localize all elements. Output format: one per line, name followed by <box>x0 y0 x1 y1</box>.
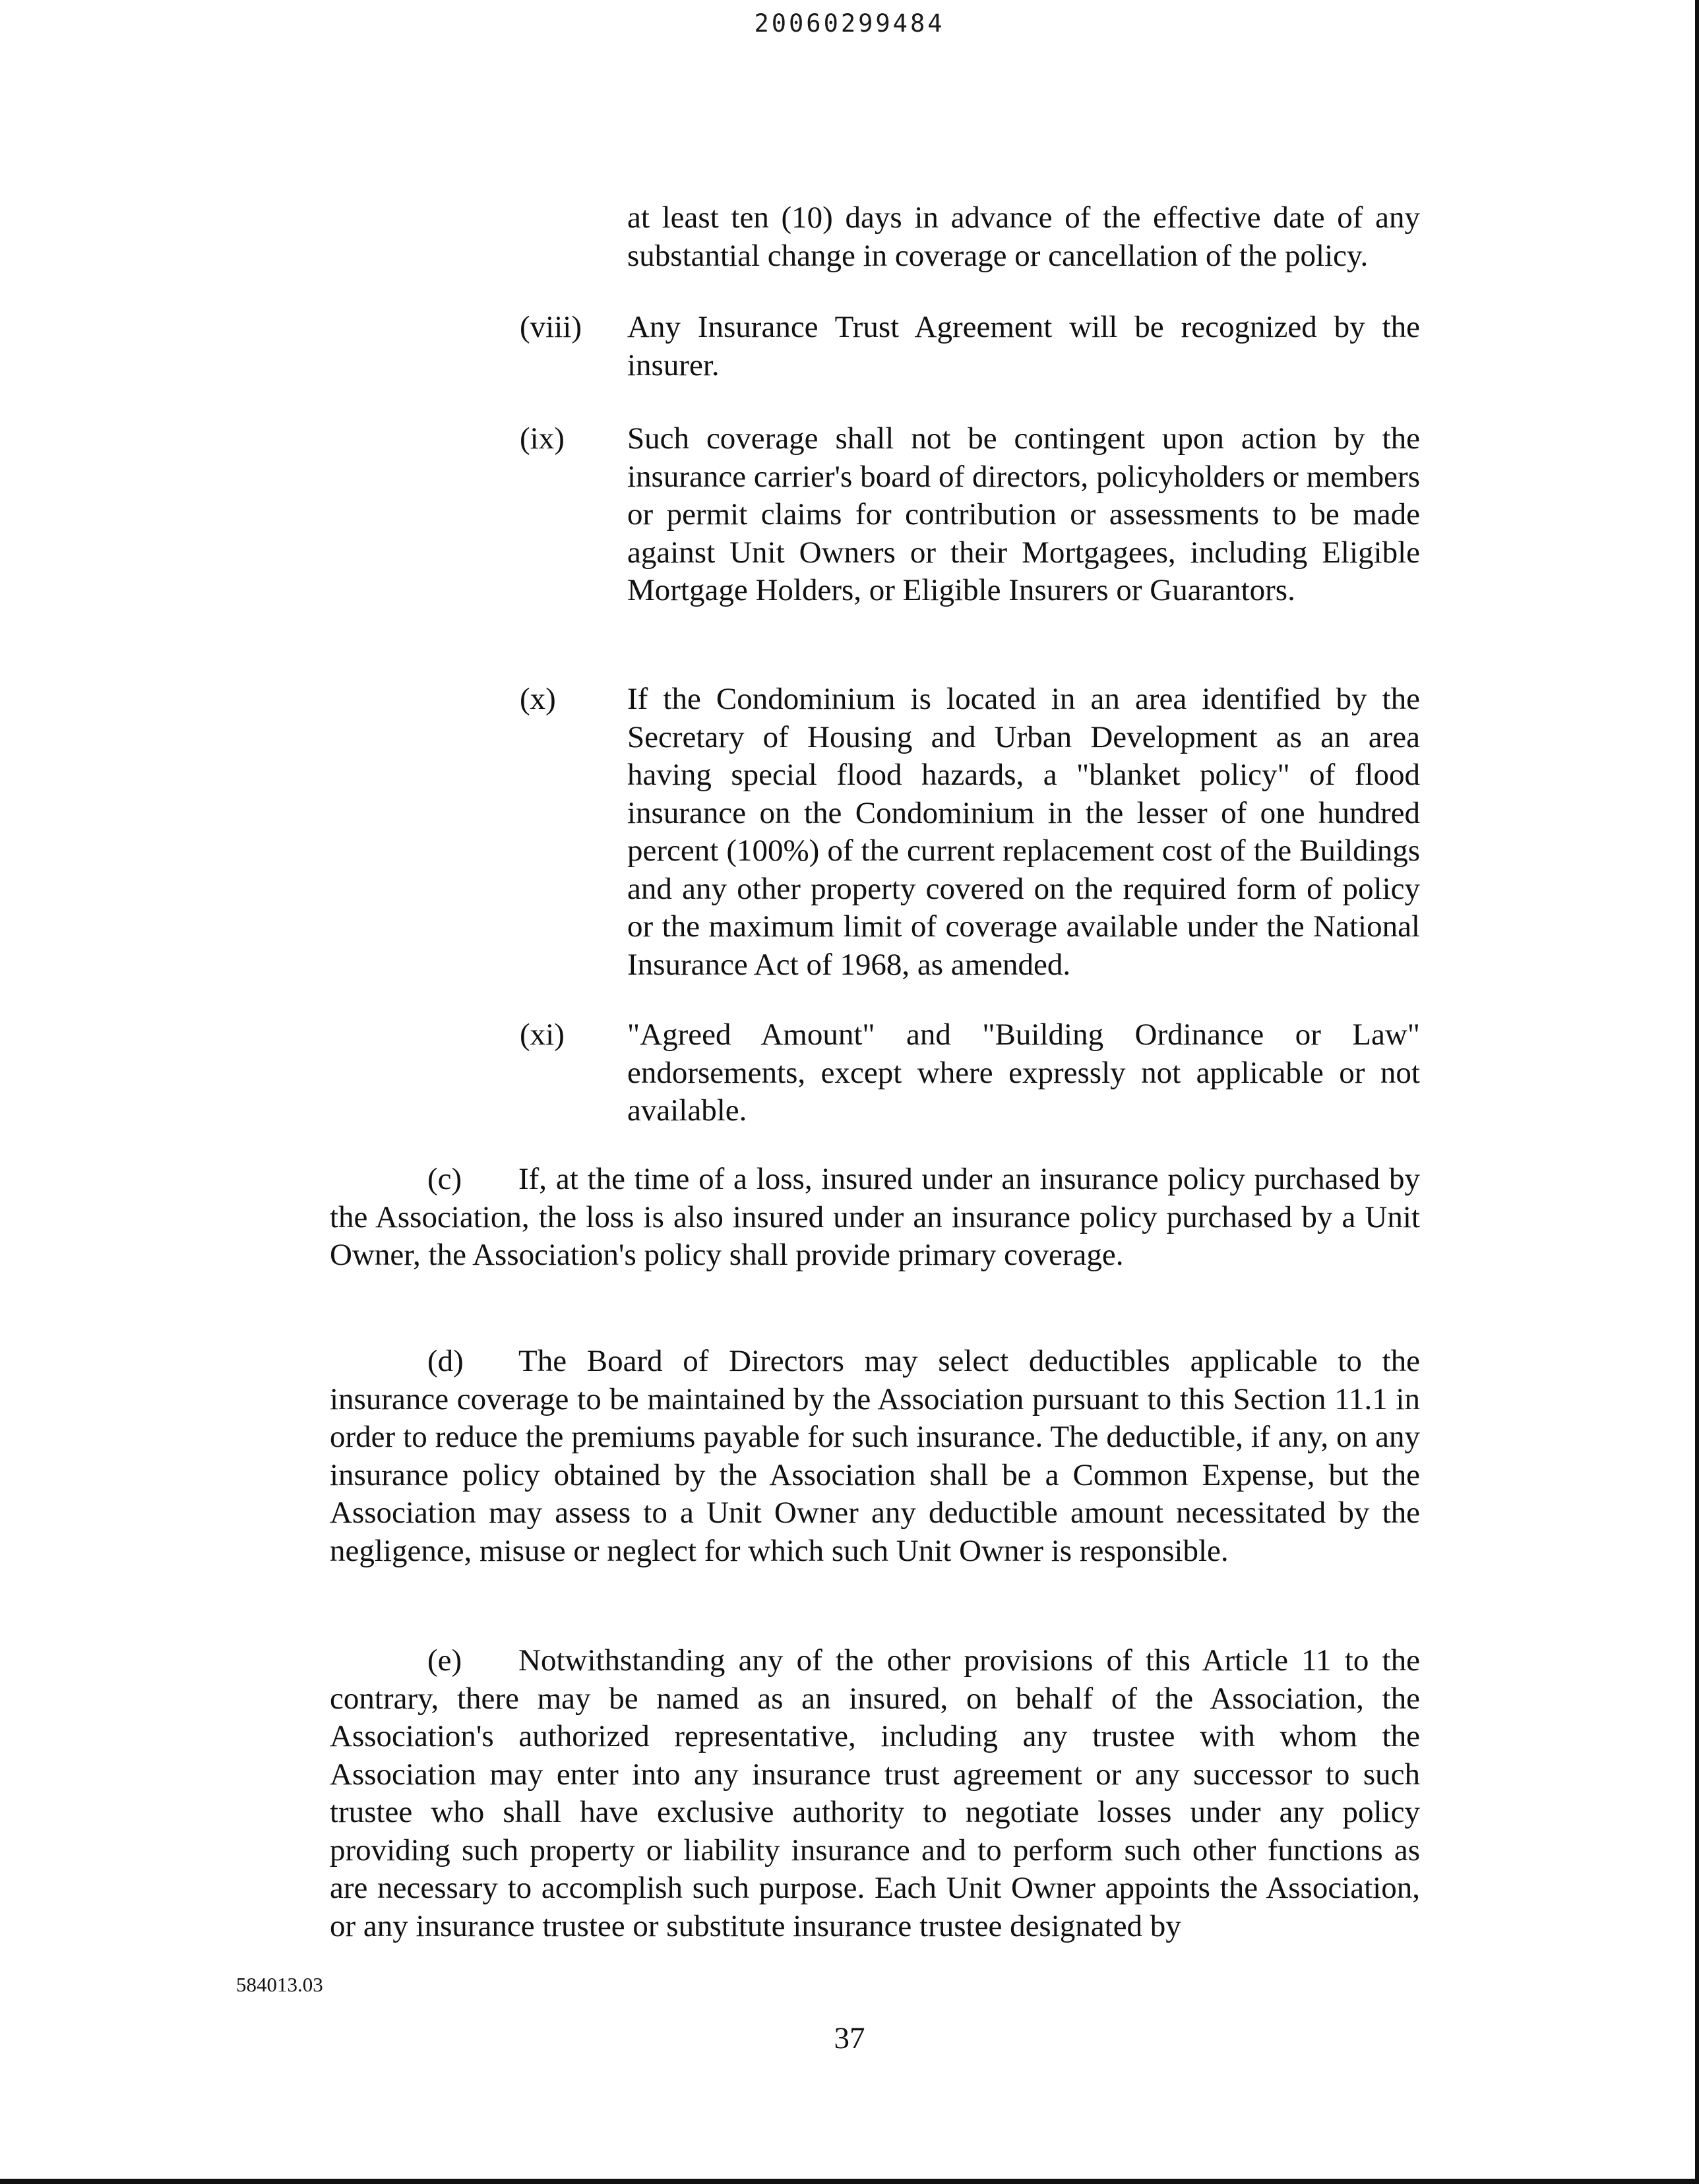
paragraph-label: (d) <box>427 1344 464 1378</box>
paragraph-e <box>330 1642 1420 1945</box>
item-number: (x) <box>520 682 556 716</box>
paragraph-text: Notwithstanding any of the other provisions of this Article 11 to the contrary, there may be named as an insured, on behalf of the Association, the Association's authorized representative, including any trustee with whom the Association may enter into any insurance trust agreement or any successor to such trustee who shall have exclusive authority to negotiate losses under any policy providing such property or liability insurance and to perform such other functions as are necessary to accomplish such purpose. Each Unit Owner appoints the Association, or any insurance trustee or substitute insurance trustee designated by <box>330 1643 1420 1943</box>
continued-item-text: at least ten (10) days in advance of the effective date of any substantial change in coverage or cancellation of the policy. <box>627 200 1420 273</box>
list-item-x <box>520 681 1420 984</box>
paragraph-text: The Board of Directors may select deductibles applicable to the insurance coverage to be maintained by the Association pursuant to this Section 11.1 in order to reduce the premiums payable for such insurance. The deductible, if any, on any insurance policy obtained by the Association shall be a Common Expense, but the Association may assess to a Unit Owner any deductible amount necessitated by the negligence, misuse or neglect for which such Unit Owner is responsible. <box>330 1344 1420 1568</box>
paragraph-c <box>330 1161 1420 1275</box>
list-item-ix <box>520 420 1420 610</box>
item-text: Any Insurance Trust Agreement will be recognized by the insurer. <box>627 310 1420 382</box>
list-item-xi <box>520 1016 1420 1130</box>
item-text: If the Condominium is located in an area identified by the Secretary of Housing and Urban Development as an area having special flood hazards, a "blanket policy" of flood insurance on the Condominium in the lesser of one hundred percent (100%) of the current replacement cost of the Buildings and any other property covered on the required form of policy or the maximum limit of coverage available under the National Insurance Act of 1968, as amended. <box>627 682 1420 982</box>
item-number: (viii) <box>520 310 582 344</box>
page-number: 37 <box>834 2021 865 2055</box>
item-text: Such coverage shall not be contingent upon action by the insurance carrier's board of directors, policyholders or members or permit claims for contribution or assessments to be made against Unit Owners or their Mortgagees, including Eligible Mortgage Holders, or Eligible Insurers or Guarantors. <box>627 421 1420 607</box>
paragraph-label: (e) <box>427 1643 462 1678</box>
document-code: 584013.03 <box>236 1973 323 1996</box>
document-number: 20060299484 <box>754 9 945 38</box>
paragraph-label: (c) <box>427 1162 462 1196</box>
list-item-viii <box>520 309 1420 384</box>
item-number: (ix) <box>520 421 565 456</box>
paragraph-d <box>330 1343 1420 1570</box>
paragraph-text: If, at the time of a loss, insured under an insurance policy purchased by the Association, the loss is also insured under an insurance policy purchased by a Unit Owner, the Association's policy shall provide primary coverage. <box>330 1162 1420 1272</box>
item-text: "Agreed Amount" and "Building Ordinance or Law" endorsements, except where expressly not applicable or not available. <box>627 1017 1420 1128</box>
item-number: (xi) <box>520 1017 565 1052</box>
